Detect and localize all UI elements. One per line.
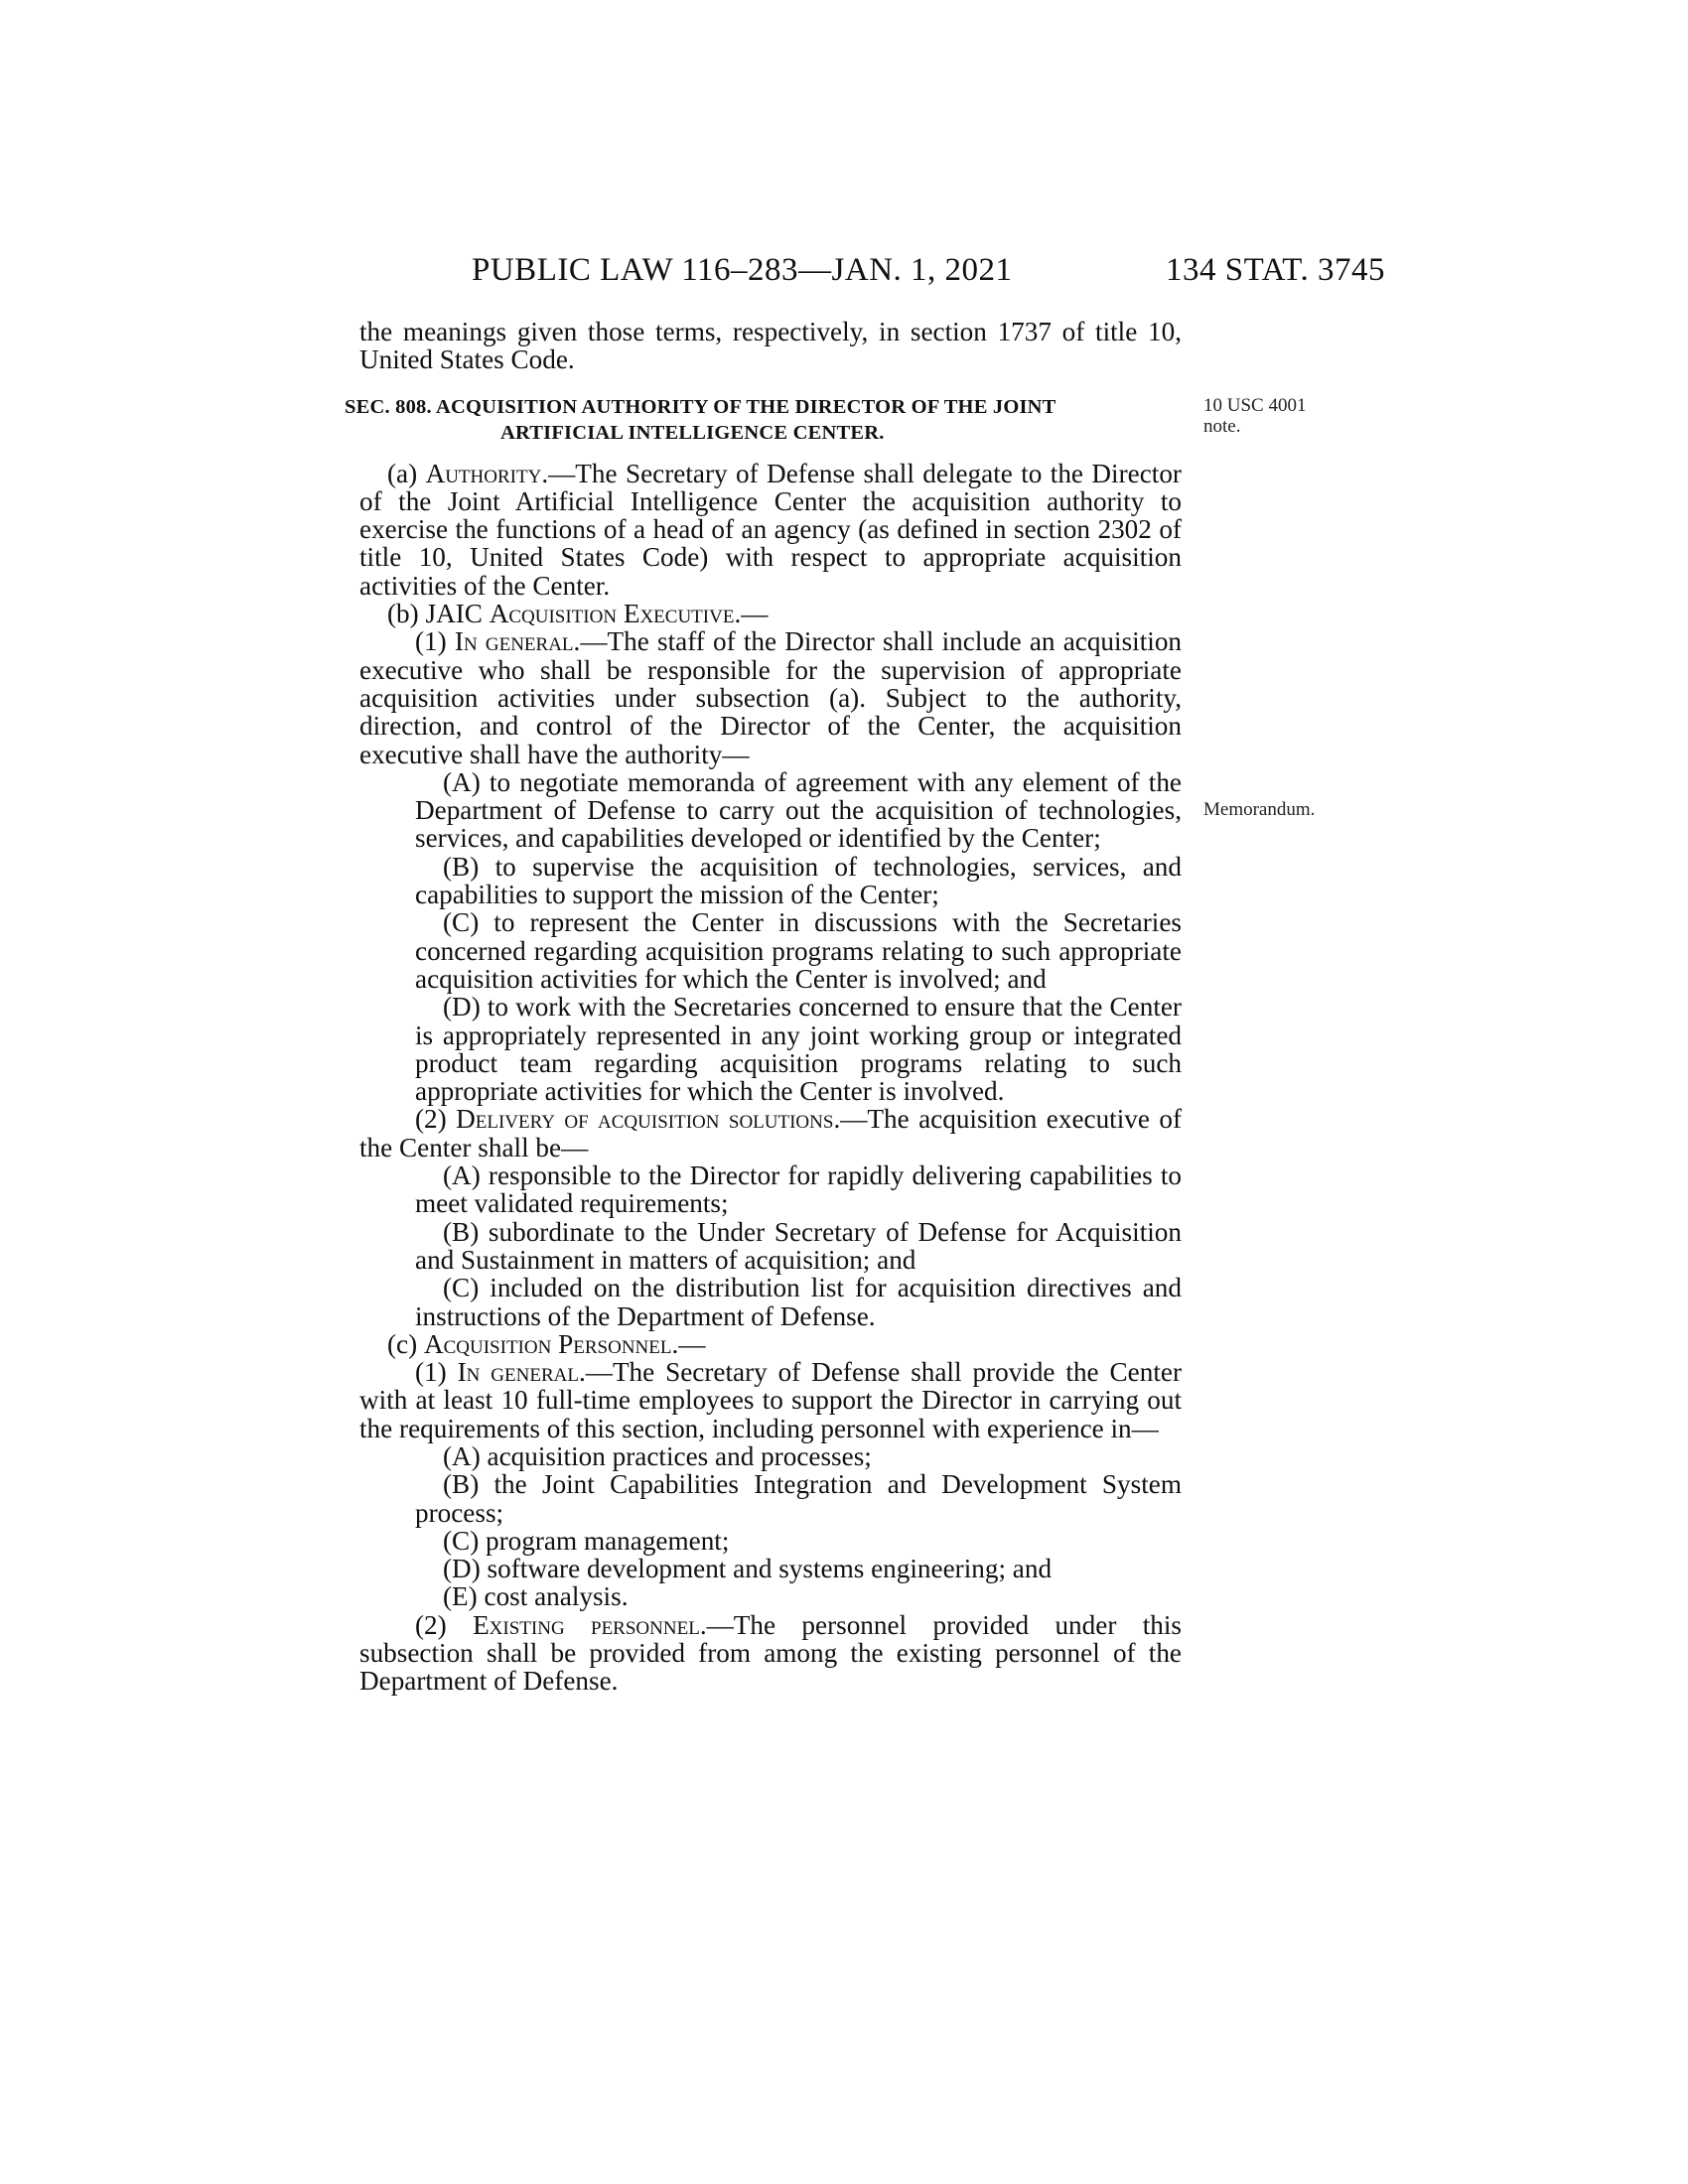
clause-b2A: (A) responsible to the Director for rapidly delivering capabilities to meet validated requirements; xyxy=(415,1160,1182,1219)
subsection-c: (c) Acquisition Personnel.— xyxy=(387,1328,706,1359)
clause-b2B: (B) subordinate to the Under Secretary of Defense for Acquisition and Sustainment in matters of acquisition; and xyxy=(415,1216,1182,1275)
clause-b1A: (A) to negotiate memoranda of agreement with any element of the Department of Defense to carry out the acquisition of technologies, services, and capabilities developed or identified by the Center; xyxy=(415,766,1182,854)
section-heading-line1: SEC. 808. ACQUISITION AUTHORITY OF THE DIRECTOR OF THE JOINT xyxy=(345,395,1056,418)
section-heading-line2: ARTIFICIAL INTELLIGENCE CENTER. xyxy=(500,421,885,444)
paragraph-c1: (1) In general.—The Secretary of Defense shall provide the Center with at least 10 full-time employees to support the Director in carrying out the requirements of this section, including personnel with experience in— xyxy=(359,1357,1182,1443)
subsection-b: (b) JAIC Acquisition Executive.— xyxy=(387,599,769,629)
clause-b1D: (D) to work with the Secretaries concerned to ensure that the Center is appropriately represented in any joint working group or integrated product team regarding acquisition programs relating to such appropriate activities for which the Center is involved. xyxy=(415,992,1182,1107)
clause-c1A: (A) acquisition practices and processes; xyxy=(443,1440,872,1471)
continuation-paragraph: the meanings given those terms, respectively, in section 1737 of title 10, United States Code. xyxy=(359,317,1182,375)
running-header xyxy=(472,252,1385,296)
paragraph-c2: (2) Existing personnel.—The personnel provided under this subsection shall be provided from among the existing personnel of the Department of Defense. xyxy=(359,1609,1183,1697)
margin-note-memorandum: Memorandum. xyxy=(1203,799,1316,820)
usc-note: note. xyxy=(1203,416,1241,437)
margin-note-usc xyxy=(1203,395,1306,437)
public-law-title: PUBLIC LAW 116–283—JAN. 1, 2021 xyxy=(472,252,1013,288)
clause-c1B: (B) the Joint Capabilities Integration and Development System process; xyxy=(415,1469,1182,1528)
subsection-a: (a) Authority.—The Secretary of Defense shall delegate to the Director of the Joint Artificial Intelligence Center the acquisition authority to exercise the functions of a head of an agency (as defined in section 2302 of title 10, United States Code) with respect to appropriate acquisition activities of the Center. xyxy=(359,458,1182,601)
clause-b1C: (C) to represent the Center in discussions with the Secretaries concerned regarding acquisition programs relating to such appropriate acquisition activities for which the Center is involved; and xyxy=(415,907,1182,994)
clause-c1C: (C) program management; xyxy=(443,1525,730,1556)
clause-c1E: (E) cost analysis. xyxy=(443,1581,629,1612)
paragraph-b1: (1) In general.—The staff of the Director shall include an acquisition executive who shall be responsible for the supervision of appropriate acquisition activities under subsection (a). Subject to the authority, direction, and control of the Director of the Center, the acquisition executive shall have the authority— xyxy=(359,626,1183,769)
section-heading xyxy=(345,394,1182,446)
stat-page-number: 134 STAT. 3745 xyxy=(1165,252,1385,288)
clause-b1B: (B) to supervise the acquisition of technologies, services, and capabilities to support the mission of the Center; xyxy=(415,851,1182,910)
clause-b2C: (C) included on the distribution list for acquisition directives and instructions of the Department of Defense. xyxy=(415,1273,1182,1331)
paragraph-b2: (2) Delivery of acquisition solutions.—The acquisition executive of the Center shall be— xyxy=(359,1104,1182,1162)
clause-c1D: (D) software development and systems engineering; and xyxy=(443,1554,1053,1584)
usc-citation: 10 USC 4001 xyxy=(1203,395,1307,416)
document-body xyxy=(345,317,1183,1697)
